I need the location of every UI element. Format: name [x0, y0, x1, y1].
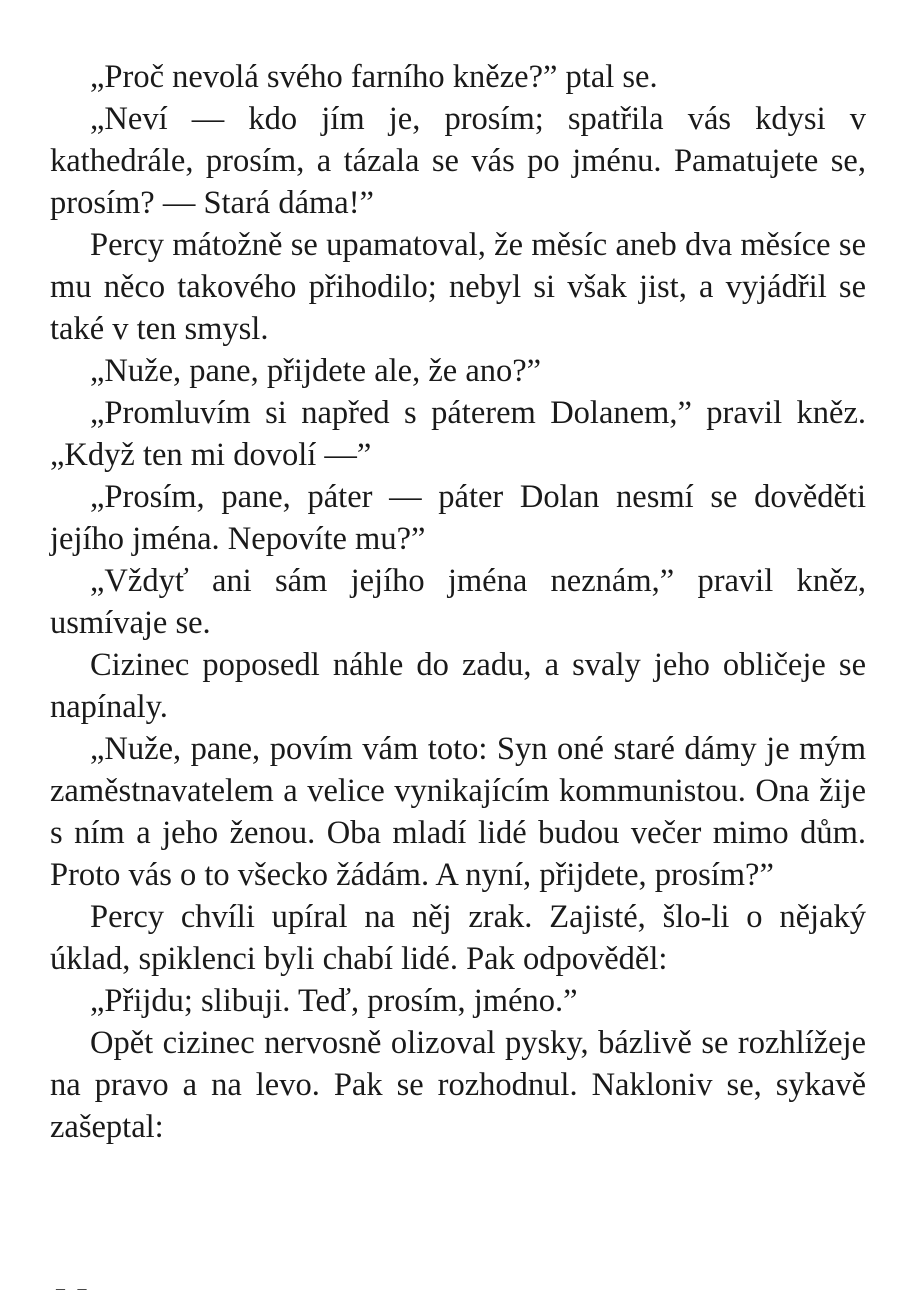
paragraph: Percy mátožně se upamatoval, že měsíc aneb dva měsíce se mu něco takového přihodilo; nebyl si však jist, a vyjádřil se také v ten smysl. — [50, 227, 866, 347]
paragraph: „Přijdu; slibuji. Teď, prosím, jméno.” — [90, 983, 578, 1019]
paragraph: „Neví — kdo jím je, prosím; spatřila vás kdysi v kathedrále, prosím, a tázala se vás po jménu. Pamatujete se, prosím? — Stará dáma!” — [50, 101, 866, 221]
paragraph: „Proč nevolá svého farního kněze?” ptal se. — [90, 59, 658, 95]
paragraph: „Nuže, pane, povím vám toto: Syn oné staré dámy je mým zaměstnavatelem a velice vynikajícím kommunistou. Ona žije s ním a jeho ženou. Oba mladí lidé budou večer mimo dům. Proto vás o to všecko žádám. A nyní, přijdete, prosím?” — [50, 731, 866, 893]
footer-mark: – – — [56, 1278, 91, 1298]
page-text-block — [50, 56, 866, 1148]
paragraph: „Prosím, pane, páter — páter Dolan nesmí se dověděti jejího jména. Nepovíte mu?” — [50, 479, 866, 557]
paragraph: Opět cizinec nervosně olizoval pysky, bázlivě se rozhlížeje na pravo a na levo. Pak se rozhodnul. Nakloniv se, sykavě zašeptal: — [50, 1025, 866, 1145]
paragraph: „Vždyť ani sám jejího jména neznám,” pravil kněz, usmívaje se. — [50, 563, 866, 641]
paragraph: Cizinec poposedl náhle do zadu, a svaly jeho obličeje se napínaly. — [50, 647, 866, 725]
paragraph: „Nuže, pane, přijdete ale, že ano?” — [90, 353, 542, 389]
paragraph: „Promluvím si napřed s páterem Dolanem,” pravil kněz. „Když ten mi dovolí —” — [50, 395, 866, 473]
paragraph: Percy chvíli upíral na něj zrak. Zajisté, šlo-li o nějaký úklad, spiklenci byli chabí lidé. Pak odpověděl: — [50, 899, 866, 977]
